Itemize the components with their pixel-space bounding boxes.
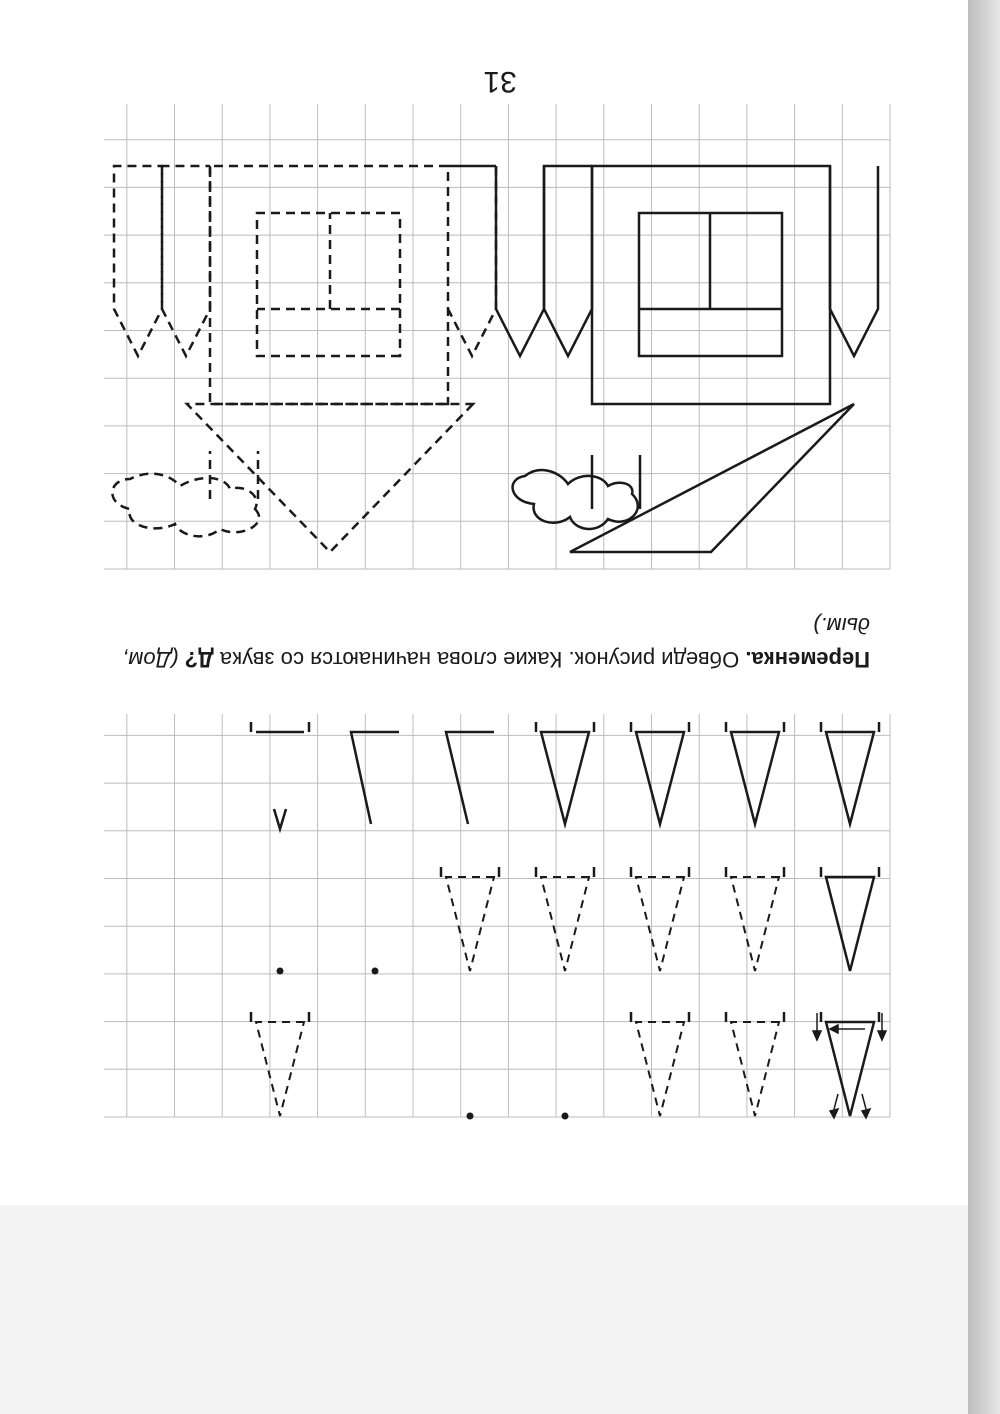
instruction-answer: (Дом, дым.) <box>122 613 870 672</box>
house-solid <box>448 166 878 552</box>
fence-picket-solid <box>830 166 878 356</box>
triangles-solid <box>251 722 879 1116</box>
smoke-cloud-solid <box>513 470 638 529</box>
triangle-dashed <box>731 877 779 971</box>
grid-triangles <box>104 714 890 1117</box>
triangle-partial <box>351 732 399 824</box>
arrow-line <box>834 1094 838 1109</box>
start-dot <box>562 1113 569 1120</box>
triangle-solid <box>636 732 684 824</box>
arrow-line <box>862 1094 866 1109</box>
triangle-solid <box>826 732 874 824</box>
fence-picket-dashed <box>114 166 162 356</box>
triangle-dashed <box>541 877 589 971</box>
start-dot <box>372 968 379 975</box>
start-dots <box>277 968 569 1120</box>
house-window-dashed <box>257 213 400 356</box>
fence-picket-dashed <box>448 166 496 356</box>
fence-picket-dashed <box>162 166 210 356</box>
house-dashed <box>112 166 496 552</box>
triangle-solid <box>826 877 874 971</box>
fence-picket-solid <box>544 166 592 356</box>
arrow-head <box>813 1031 821 1040</box>
direction-arrows <box>813 1013 886 1118</box>
triangle-start-mark <box>274 809 286 829</box>
triangle-partial <box>446 732 494 824</box>
triangle-solid <box>541 732 589 824</box>
instruction-title: Переменка. <box>745 647 870 672</box>
triangle-solid <box>731 732 779 824</box>
instruction-letter: Д? <box>184 647 214 672</box>
triangles-dashed <box>256 877 779 1116</box>
page-number: 31 <box>483 65 517 98</box>
start-dot <box>467 1113 474 1120</box>
arrow-head <box>830 1025 838 1033</box>
start-dot <box>277 968 284 975</box>
triangle-dashed <box>636 877 684 971</box>
arrow-head <box>878 1031 886 1040</box>
instruction-body: Обведи рисунок. Какие слова начинаются со звука <box>213 647 746 672</box>
smoke-cloud-dashed <box>112 474 259 537</box>
fence-picket-solid <box>496 166 544 356</box>
triangle-dashed <box>446 877 494 971</box>
